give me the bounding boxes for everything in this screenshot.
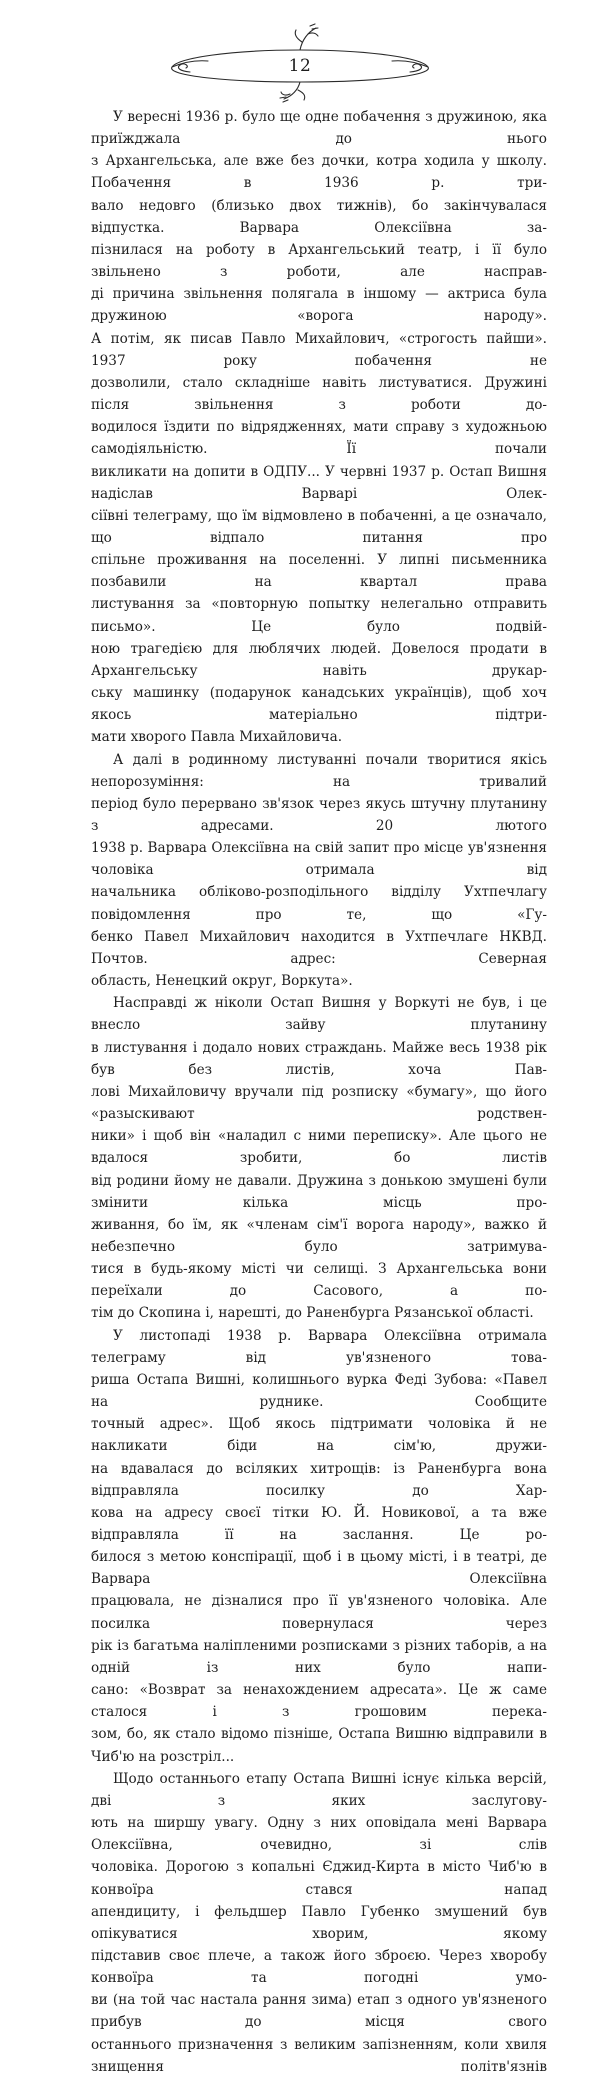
paragraph-line: від родини йому не давали. Дружина з донькою змушені були змінити кілька місць про- [91,1172,547,1211]
paragraph-line: ську машинку (подарунок канадських українців), щоб хоч якось матеріально підтри- [91,685,547,724]
paragraph-line: період було перервано зв'язок через якусь штучну плутанину з адресами. 20 лютого [91,795,547,834]
paragraph-first-line: Щодо останнього етапу Остапа Вишні існує кілька версій, дві з яких заслугову- [91,1770,547,1809]
paragraph-line: живання, бо їм, як «членам сім'ї ворога народу», важко й небезпечно було затримува- [91,1216,547,1255]
paragraph-line: бенко Павел Михайлович находится в Ухтпечлаге НКВД. Почтов. адрес: Северная [91,928,547,967]
paragraph-line: точный адрес». Щоб якось підтримати чоловіка й не накликати біди на сім'ю, дружи- [91,1416,547,1455]
paragraph-line: риша Остапа Вишні, колишнього вурка Феді Зубова: «Павел на руднике. Сообщите [91,1371,547,1411]
paragraph-line: билося з метою конспірації, щоб і в цьому місті, і в театрі, де Варвара Олексіївна [91,1549,547,1588]
paragraph-line: з Архангельська, але вже без дочки, котра ходила у школу. Побачення в 1936 р. три- [91,153,547,192]
paragraph-line: в листування і додало нових страждань. Майже весь 1938 рік був без листів, хоча Пав- [91,1039,547,1078]
paragraph-line: водилося їздити по відрядженнях, мати справу з художньою самодіяльністю. Її почали [91,419,547,458]
page-number: 12 [288,56,312,76]
paragraph-line: ді причина звільнення полягала в іншому — актриса була дружиною «ворога народу». [91,286,547,325]
paragraph-line: працювала, не дізналися про її ув'язненого чоловіка. Але посилка повернулася через [91,1593,547,1632]
paragraph-first-line: У вересні 1936 р. було ще одне побачення з дружиною, яка приїжджала до нього [91,109,547,148]
paragraph-line: тися в будь-якому місті чи селищі. З Архангельська вони переїхали до Сасового, а по- [91,1261,547,1300]
paragraph-line: зом, бо, як стало відомо пізніше, Остапа Вишню відправили в Чиб'ю на розстріл... [91,1726,547,1765]
paragraph-line: чоловіка. Дорогою з копальні Єджид-Кирта в місто Чиб'ю в конвоїра стався напад [91,1859,547,1898]
paragraph-line: останнього призначення з великим запізненням, коли хвиля знищення політв'язнів [91,2036,547,2075]
paragraph-line: рік із багатьма наліпленими розписками з різних таборів, а на одній із них було напи- [91,1637,547,1676]
paragraph-line: ною трагедією для люблячих людей. Довелося продати в Архангельську навіть друкар- [91,640,547,679]
paragraph-line: начальника обліково-розподільного відділу Ухтпечлагу повідомлення про те, що «Гу- [91,884,547,923]
paragraph-line: сіївні телеграму, що їм відмовлено в побаченні, а це означало, що відпало питання про [91,507,547,546]
paragraph-line: тім до Скопина і, нарешті, до Раненбурга Рязанської області. [91,1305,534,1322]
paragraph-line: на вдавалася до всіляких хитрощів: із Раненбурга вона відправляла посилку до Хар- [91,1460,547,1499]
paragraph-line: ють на ширшу увагу. Одну з них оповідала мені Варвара Олексіївна, очевидно, зі слів [91,1815,547,1854]
paragraph-line: підставив своє плече, а також його зброєю. Через хворобу конвоїра та погодні умо- [91,1947,547,1987]
page-header-ornament [150,20,450,102]
body-text [91,106,547,2078]
paragraph-first-line: У листопаді 1938 р. Варвара Олексіївна отримала телеграму від ув'язненого това- [91,1327,547,1366]
paragraph-first-line: А далі в родинному листуванні почали творитися якісь непорозуміння: на тривалий [91,751,547,790]
paragraph-line: пізнилася на роботу в Архангельський театр, і її було звільнено з роботи, але насправ- [91,241,547,281]
paragraph-first-line: Насправді ж ніколи Остап Вишня у Воркуті не був, і це внесло зайву плутанину [91,995,547,1034]
paragraph-line: 1938 р. Варвара Олексіївна на свій запит про місце ув'язнення чоловіка отримала від [91,840,547,879]
paragraph-line: ники» і щоб він «наладил с ними переписку». Але цього не вдалося зробити, бо листів [91,1128,547,1167]
paragraph-line: ви (на той час настала рання зима) етап з одного ув'язненого прибув до місця свого [91,1992,547,2031]
paragraph-line: кова на адресу своєї тітки Ю. Й. Новикової, а та вже відправляла її на заслання. Це ро- [91,1504,547,1543]
paragraph-line: листування за «повторную попытку нелегально отправить письмо». Це було подвій- [91,596,547,635]
paragraph-line: А потім, як писав Павло Михайлович, «строгость пайши». 1937 року побачення не [91,330,547,369]
paragraph-line: спільне проживання на поселенні. У липні письменника позбавили на квартал права [91,552,547,591]
paragraph-line: сано: «Возврат за ненахождением адресата». Це ж саме сталося і з грошовим перека- [91,1682,547,1721]
paragraph-line: область, Ненецкий округ, Воркута». [91,973,353,990]
paragraph-line: апендициту, і фельдшер Павло Губенко змушений був опікуватися хворим, якому [91,1903,547,1942]
paragraph-line: мати хворого Павла Михайловича. [91,729,343,746]
paragraph-line: дозволили, стало складніше навіть листуватися. Дружині після звільнення з роботи до- [91,374,547,414]
paragraph-line: лові Михайловичу вручали під розписку «бумагу», що його «разыскивают родствен- [91,1083,547,1123]
paragraph-line: вало недовго (близько двох тижнів), бо закінчувалася відпустка. Варвара Олексіївна за- [91,197,547,236]
paragraph-line: викликати на допити в ОДПУ... У червні 1937 р. Остап Вишня надіслав Варварі Олек- [91,463,547,502]
